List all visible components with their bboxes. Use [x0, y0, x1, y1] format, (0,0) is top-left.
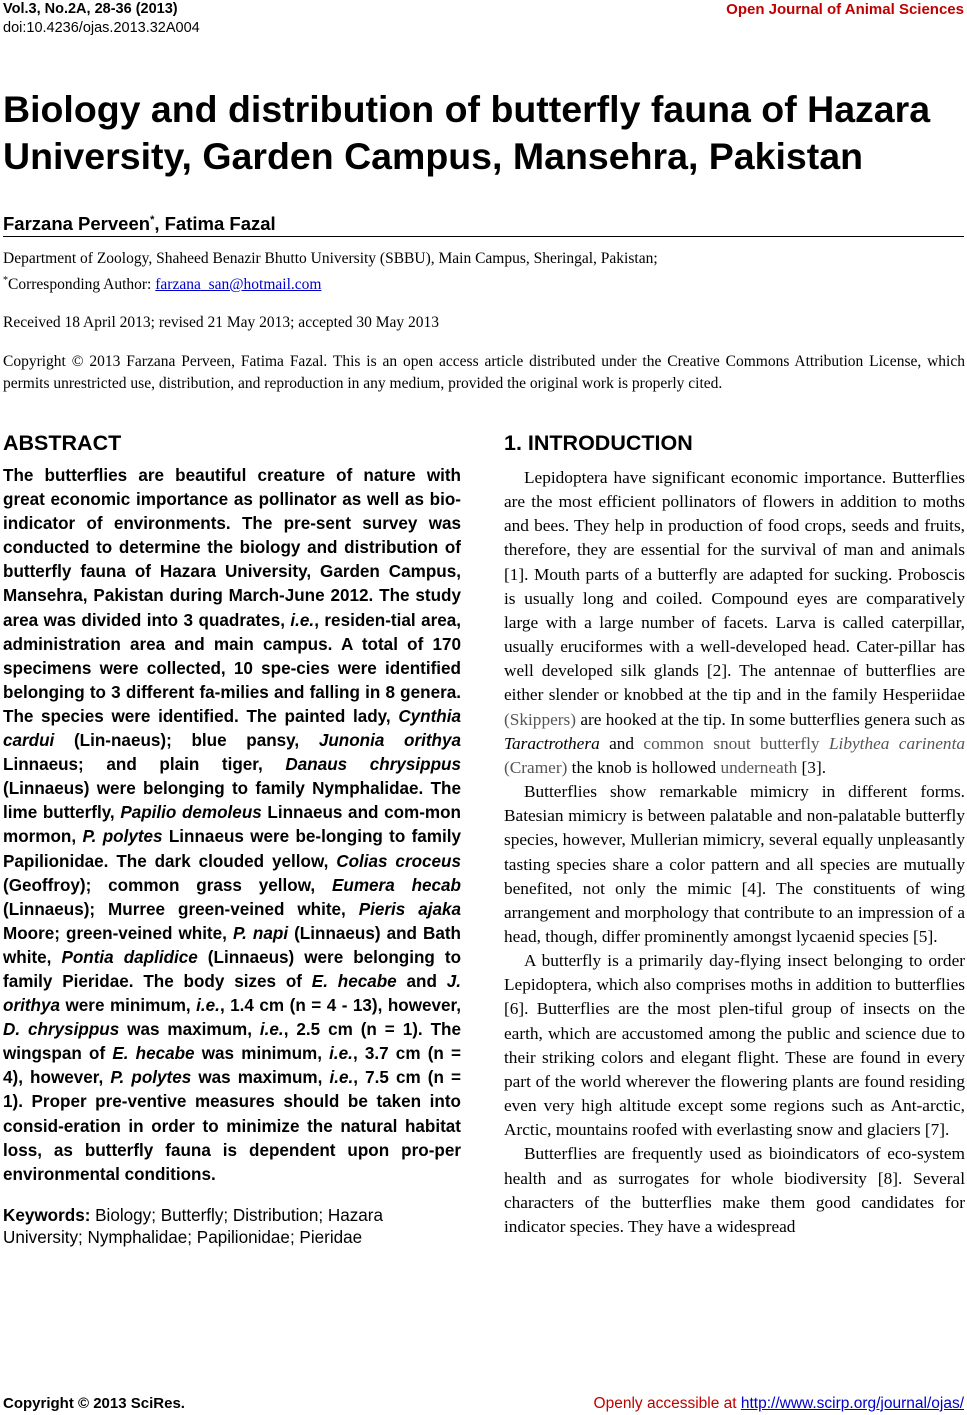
license-notice: Copyright © 2013 Farzana Perveen, Fatima Fazal. This is an open access article distributed under the Creative Commons Attribution License, which permits unrestricted use, distribution, and reproduction in any medium, provided the original work is properly cited.: [3, 353, 965, 392]
species-name: Libythea carinenta: [828, 733, 966, 753]
species-name: J. orithya: [3, 971, 461, 1016]
keywords-label: Keywords:: [3, 1205, 91, 1225]
species-name: E. hecabe: [112, 1044, 195, 1064]
corresponding-label: Corresponding Author:: [8, 276, 156, 294]
paper-title: Biology and distribution of butterfly fauna of Hazara University, Garden Campus, Mansehra, Pakistan: [3, 88, 931, 177]
species-name: D. chrysippus: [3, 1020, 120, 1040]
paragraph: [504, 466, 965, 780]
species-name: E. hecabe: [311, 971, 397, 991]
text-span: and: [599, 733, 644, 753]
genus-name: Taractrothera: [504, 733, 600, 753]
species-name: Pieris ajaka: [358, 899, 462, 919]
species-name: Papilio demoleus: [120, 803, 262, 823]
abstract-span: (Linnaeus) were belonging to family Nymphalidae. The lime butterfly,: [3, 779, 461, 823]
email-link[interactable]: farzana_san@hotmail.com: [155, 276, 322, 294]
author-name: Fatima Fazal: [164, 213, 276, 235]
title-divider: [3, 236, 964, 237]
abstract-text: [3, 464, 461, 1187]
abstract-span: were minimum,: [60, 996, 197, 1016]
introduction-heading: 1. INTRODUCTION: [504, 431, 693, 455]
abstract-span: and: [396, 971, 447, 991]
abstract-span: Linnaeus were be-longing to family Papilionidae. The dark clouded yellow,: [3, 827, 461, 871]
abstract-span: Linnaeus; and plain tiger,: [3, 755, 286, 775]
abstract-italic: i.e.: [290, 610, 315, 630]
footer-copyright: Copyright © 2013 SciRes.: [3, 1395, 185, 1412]
right-column: [504, 428, 965, 1239]
text-span: underneath: [720, 757, 798, 777]
text-span: [3].: [797, 757, 827, 777]
access-text: Openly accessible at: [593, 1395, 741, 1412]
abstract-span: was maximum,: [191, 1068, 330, 1088]
species-name: Colias croceus: [336, 851, 461, 871]
running-header-left: [3, 0, 200, 38]
keywords-list: Biology; Butterfly; Distribution; Hazara University; Nymphalidae; Papilionidae; Pieridae: [3, 1205, 384, 1248]
doi: doi:10.4236/ojas.2013.32A004: [3, 20, 200, 36]
paragraph: A butterfly is a primarily day-flying insect belonging to order Lepidoptera, which also comprises moths in addition to butterflies [6]. Butterflies are the most plen-tiful group of insects on the earth, which are accustomed among the public and science due to their striking colors and elegant flight. These are found in every part of the world wherever the flowering plants are found residing even very high altitude except some regions such as Ant-arctic, Arctic, mountains roofed with everlasting snow and glaciers [7].: [504, 951, 965, 1140]
abstract-span: (Geoffroy); common grass yellow,: [3, 875, 332, 895]
text-span: Lepidoptera have significant economic importance. Butterflies are the most efficient pollinators of flowers in addition to moths and bees. They help in production of food crops, seeds and fruits, therefore, they are essential for the survival of man and animals [1]. Mouth parts of a butterfly are adapted for sucking. Proboscis is usually long and coiled. Compound eyes are comparatively large with a large number of facets. Larva is called caterpillar, usually eruciformes with a well-developed head. Cater-pillar has well developed silk glands [2]. The antennae of butterflies are either slender or knobbed at the tip and in the family Hesperiidae: [504, 468, 965, 705]
journal-url-link[interactable]: http://www.scirp.org/journal/ojas/: [740, 1395, 964, 1412]
introduction-body: [504, 466, 965, 1239]
abstract-span: , residen-tial area, administration area and main campus. A total of 170 specimens were collected, 10 spe-cies were identified belonging to 3 different fa-milies and falling in 8 genera. The species were identified. The painted lady,: [3, 610, 461, 726]
author-name: Farzana Perveen: [3, 213, 151, 235]
abstract-italic: i.e.: [259, 1020, 284, 1040]
abstract-italic: i.e.: [329, 1044, 353, 1064]
species-name: Pontia daplidice: [61, 947, 198, 967]
text-span: (Skippers): [504, 709, 576, 729]
author-list: [3, 208, 276, 236]
journal-name: Open Journal of Animal Sciences: [726, 1, 964, 18]
left-column: [3, 428, 461, 1250]
footer-access: [594, 1394, 964, 1414]
text-span: common snout butterfly: [643, 733, 829, 753]
abstract-span: Linnaeus and com-mon mormon,: [3, 803, 461, 847]
abstract-span: (Linnaeus); Murree green-veined white,: [3, 899, 359, 919]
text-span: are hooked at the tip. In some butterflies genera such as: [576, 709, 965, 729]
text-span: the knob is hollowed: [567, 757, 721, 777]
abstract-italic: i.e.: [196, 996, 220, 1016]
paragraph: Butterflies show remarkable mimicry in different forms. Batesian mimicry is between palatable and non-palatable butterfly species, however, Mullerian mimicry, several equally unpleasantly tasting species share a color pattern and all species are mutually benefited, not only the mimic [4]. The constituents of wing arrangement and morphology that contribute to an impression of a head, though, differ prominently amongst lycaenid species [5].: [504, 782, 965, 946]
abstract-span: The butterflies are beautiful creature of nature with great economic importance as pollinator as well as bio-indicator of environments. The pre-sent survey was conducted to determine the biology and distribution of butterfly fauna of Hazara University, Garden Campus, Mansehra, Pakistan during March-June 2012. The study area was divided into 3 quadrates,: [3, 466, 461, 630]
abstract-span: was maximum,: [119, 1020, 260, 1040]
abstract-span: , 7.5 cm (n = 1). Proper pre-ventive measures should be taken into consid-eration in order to minimize the natural habitat loss, as butterfly fauna is dependent upon pro-per environmental conditions.: [3, 1068, 461, 1184]
abstract-span: Moore; green-veined white,: [3, 923, 233, 943]
abstract-span: , 3.7 cm (n = 4), however,: [3, 1044, 461, 1088]
abstract-span: , 2.5 cm (n = 1). The wingspan of: [3, 1020, 461, 1064]
abstract-italic: i.e.: [329, 1068, 354, 1088]
keywords: [3, 1205, 461, 1250]
species-name: Danaus chrysippus: [285, 755, 461, 775]
volume-info: Vol.3, No.2A, 28-36 (2013): [3, 1, 178, 17]
paragraph: Butterflies are frequently used as bioindicators of eco-system health and as surrogates for whole biodiversity [8]. Several characters of the butterflies make them good candidates for indicator species. They have a widespread: [504, 1144, 965, 1236]
abstract-span: (Lin-naeus); blue pansy,: [54, 731, 319, 751]
corresponding-mark: *: [3, 275, 8, 286]
species-name: Cynthia cardui: [3, 706, 461, 751]
species-name: Eumera hecab: [332, 875, 461, 895]
species-name: P. napi: [232, 923, 289, 943]
corresponding-mark: *: [150, 214, 155, 226]
abstract-span: , 1.4 cm (n = 4 - 13), however,: [219, 996, 462, 1016]
species-name: P. polytes: [110, 1068, 192, 1088]
abstract-heading: ABSTRACT: [3, 431, 122, 455]
species-name: Junonia orithya: [318, 731, 461, 751]
species-name: P. polytes: [82, 827, 163, 847]
abstract-span: was minimum,: [194, 1044, 330, 1064]
received-dates: Received 18 April 2013; revised 21 May 2013; accepted 30 May 2013: [3, 314, 440, 331]
author-separator: ,: [154, 213, 165, 235]
abstract-span: (Linnaeus) were belonging to family Pieridae. The body sizes of: [3, 947, 462, 991]
corresponding-author: [3, 270, 321, 296]
affiliation: Department of Zoology, Shaheed Benazir Bhutto University (SBBU), Main Campus, Sheringal, Pakistan;: [3, 250, 658, 267]
abstract-span: (Linnaeus) and Bath white,: [3, 923, 461, 967]
text-span: (Cramer): [504, 757, 568, 777]
